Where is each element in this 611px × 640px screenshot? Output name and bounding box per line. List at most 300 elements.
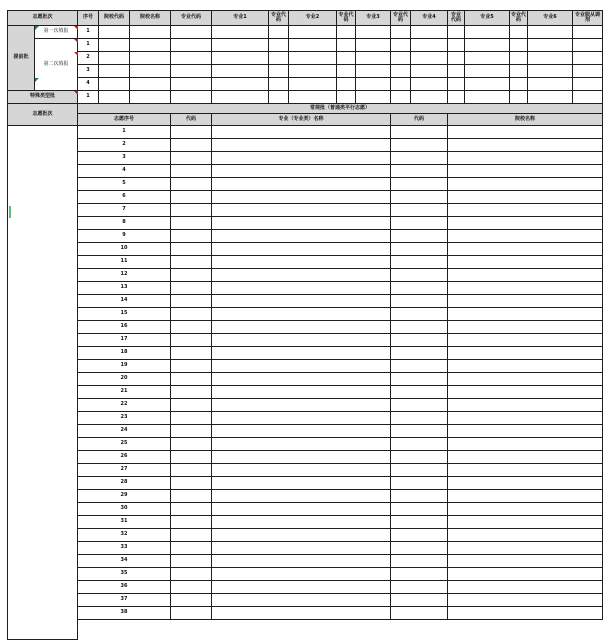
regular-row-major-code-input[interactable] (171, 230, 212, 243)
regular-row-school-name-input[interactable] (448, 399, 603, 412)
regular-row-school-code-input[interactable] (391, 464, 448, 477)
regular-row-school-name-input[interactable] (448, 360, 603, 373)
input-cell[interactable] (289, 78, 337, 91)
comment-indicator-icon (74, 26, 78, 30)
regular-row-seq: 38 (78, 607, 171, 620)
input-cell[interactable] (289, 39, 337, 52)
regular-row-major-name-input[interactable] (212, 217, 391, 230)
header-major-1: 专业1 (212, 10, 269, 26)
regular-row-school-code-input[interactable] (391, 152, 448, 165)
regular-row-school-name-input[interactable] (448, 425, 603, 438)
comment-indicator-icon (35, 78, 39, 82)
input-cell[interactable] (269, 39, 289, 52)
regular-row-school-code-input[interactable] (391, 529, 448, 542)
input-cell[interactable] (528, 52, 573, 65)
top-row-seq: 4 (78, 78, 99, 91)
row-selection-marker (9, 206, 11, 218)
regular-row-seq: 8 (78, 217, 171, 230)
regular-row-school-code-input[interactable] (391, 516, 448, 529)
regular-row-seq: 32 (78, 529, 171, 542)
input-cell[interactable] (99, 39, 130, 52)
regular-row-school-name-input[interactable] (448, 516, 603, 529)
regular-row-school-code-input[interactable] (391, 477, 448, 490)
special-batch-label: 特殊类型批 (7, 91, 78, 104)
input-cell[interactable] (269, 52, 289, 65)
regular-row-seq: 22 (78, 399, 171, 412)
regular-row-school-code-input[interactable] (391, 243, 448, 256)
regular-row-major-code-input[interactable] (171, 581, 212, 594)
input-cell[interactable] (289, 91, 337, 104)
input-cell[interactable] (269, 26, 289, 39)
regular-row-major-name-input[interactable] (212, 373, 391, 386)
regular-row-school-name-input[interactable] (448, 126, 603, 139)
input-cell[interactable] (573, 52, 603, 65)
regular-row-school-code-input[interactable] (391, 542, 448, 555)
regular-row-seq: 12 (78, 269, 171, 282)
col-major-name: 专业（专业类）名称 (212, 114, 391, 126)
header-school-code: 院校代码 (99, 10, 130, 26)
early-batch-label: 提前批 (7, 26, 35, 91)
header-major-3: 专业3 (356, 10, 391, 26)
input-cell[interactable] (391, 65, 411, 78)
regular-row-school-code-input[interactable] (391, 568, 448, 581)
regular-row-school-name-input[interactable] (448, 451, 603, 464)
regular-row-major-code-input[interactable] (171, 269, 212, 282)
header-obey-adjustment: 专业服从调剂 (573, 10, 603, 26)
regular-row-major-name-input[interactable] (212, 516, 391, 529)
comment-indicator-icon (74, 39, 78, 43)
input-cell[interactable] (130, 39, 171, 52)
regular-row-school-name-input[interactable] (448, 503, 603, 516)
regular-row-major-code-input[interactable] (171, 490, 212, 503)
regular-row-school-name-input[interactable] (448, 152, 603, 165)
input-cell[interactable] (465, 78, 510, 91)
input-cell[interactable] (411, 39, 448, 52)
regular-row-school-code-input[interactable] (391, 282, 448, 295)
regular-row-school-code-input[interactable] (391, 295, 448, 308)
regular-row-major-code-input[interactable] (171, 334, 212, 347)
regular-row-school-name-input[interactable] (448, 217, 603, 230)
regular-row-major-code-input[interactable] (171, 555, 212, 568)
regular-row-school-name-input[interactable] (448, 477, 603, 490)
header-major-code-3: 专业代码 (337, 10, 356, 26)
header-major-code-4: 专业代码 (391, 10, 411, 26)
input-cell[interactable] (465, 91, 510, 104)
input-cell[interactable] (171, 26, 212, 39)
regular-row-school-code-input[interactable] (391, 581, 448, 594)
early-first-fill-label: 第一次填报 (35, 26, 78, 39)
input-cell[interactable] (337, 26, 356, 39)
input-cell[interactable] (411, 65, 448, 78)
input-cell[interactable] (573, 65, 603, 78)
regular-row-major-name-input[interactable] (212, 334, 391, 347)
input-cell[interactable] (130, 65, 171, 78)
input-cell[interactable] (528, 65, 573, 78)
regular-row-school-name-input[interactable] (448, 594, 603, 607)
regular-row-major-code-input[interactable] (171, 256, 212, 269)
regular-row-seq: 23 (78, 412, 171, 425)
regular-row-major-name-input[interactable] (212, 204, 391, 217)
input-cell[interactable] (269, 65, 289, 78)
input-cell[interactable] (528, 26, 573, 39)
col-volunteer-seq: 志愿序号 (78, 114, 171, 126)
regular-row-school-code-input[interactable] (391, 386, 448, 399)
regular-row-major-code-input[interactable] (171, 477, 212, 490)
regular-row-school-code-input[interactable] (391, 451, 448, 464)
input-cell[interactable] (269, 78, 289, 91)
regular-row-major-code-input[interactable] (171, 516, 212, 529)
regular-row-school-name-input[interactable] (448, 256, 603, 269)
regular-row-seq: 30 (78, 503, 171, 516)
regular-row-seq: 24 (78, 425, 171, 438)
input-cell[interactable] (356, 39, 391, 52)
input-cell[interactable] (391, 91, 411, 104)
input-cell[interactable] (465, 65, 510, 78)
regular-row-school-name-input[interactable] (448, 269, 603, 282)
input-cell[interactable] (99, 78, 130, 91)
input-cell[interactable] (573, 78, 603, 91)
regular-row-major-name-input[interactable] (212, 568, 391, 581)
input-cell[interactable] (337, 91, 356, 104)
input-cell[interactable] (289, 52, 337, 65)
regular-row-major-name-input[interactable] (212, 425, 391, 438)
input-cell[interactable] (573, 39, 603, 52)
input-cell[interactable] (130, 26, 171, 39)
regular-row-major-code-input[interactable] (171, 152, 212, 165)
input-cell[interactable] (448, 78, 465, 91)
input-cell[interactable] (573, 91, 603, 104)
regular-row-school-name-input[interactable] (448, 191, 603, 204)
regular-row-school-code-input[interactable] (391, 373, 448, 386)
regular-row-major-name-input[interactable] (212, 438, 391, 451)
regular-row-school-name-input[interactable] (448, 555, 603, 568)
regular-row-school-name-input[interactable] (448, 139, 603, 152)
input-cell[interactable] (99, 52, 130, 65)
input-cell[interactable] (356, 91, 391, 104)
input-cell[interactable] (212, 91, 269, 104)
regular-row-school-name-input[interactable] (448, 282, 603, 295)
regular-row-school-name-input[interactable] (448, 438, 603, 451)
regular-row-school-code-input[interactable] (391, 165, 448, 178)
regular-row-major-code-input[interactable] (171, 568, 212, 581)
header-school-name: 院校名称 (130, 10, 171, 26)
regular-row-seq: 10 (78, 243, 171, 256)
regular-row-school-code-input[interactable] (391, 347, 448, 360)
regular-row-major-code-input[interactable] (171, 451, 212, 464)
input-cell[interactable] (212, 26, 269, 39)
regular-row-major-name-input[interactable] (212, 165, 391, 178)
input-cell[interactable] (465, 52, 510, 65)
regular-row-school-code-input[interactable] (391, 178, 448, 191)
regular-row-major-name-input[interactable] (212, 477, 391, 490)
regular-row-school-name-input[interactable] (448, 529, 603, 542)
regular-row-major-code-input[interactable] (171, 165, 212, 178)
regular-row-school-code-input[interactable] (391, 230, 448, 243)
input-cell[interactable] (411, 91, 448, 104)
input-cell[interactable] (337, 78, 356, 91)
regular-row-school-code-input[interactable] (391, 126, 448, 139)
regular-row-major-code-input[interactable] (171, 386, 212, 399)
regular-row-major-name-input[interactable] (212, 295, 391, 308)
input-cell[interactable] (171, 78, 212, 91)
regular-row-major-name-input[interactable] (212, 594, 391, 607)
top-row-seq: 1 (78, 91, 99, 104)
input-cell[interactable] (337, 52, 356, 65)
input-cell[interactable] (356, 65, 391, 78)
regular-row-school-code-input[interactable] (391, 269, 448, 282)
header-major-5: 专业5 (465, 10, 510, 26)
input-cell[interactable] (465, 39, 510, 52)
regular-row-major-name-input[interactable] (212, 308, 391, 321)
header-volunteer-order: 志愿批次 (7, 10, 78, 26)
regular-row-school-name-input[interactable] (448, 607, 603, 620)
input-cell[interactable] (528, 91, 573, 104)
input-cell[interactable] (573, 26, 603, 39)
regular-row-major-name-input[interactable] (212, 178, 391, 191)
regular-row-major-code-input[interactable] (171, 295, 212, 308)
regular-row-school-name-input[interactable] (448, 581, 603, 594)
regular-row-major-code-input[interactable] (171, 542, 212, 555)
input-cell[interactable] (510, 65, 528, 78)
input-cell[interactable] (391, 78, 411, 91)
regular-row-major-code-input[interactable] (171, 464, 212, 477)
input-cell[interactable] (269, 91, 289, 104)
regular-row-major-name-input[interactable] (212, 360, 391, 373)
regular-row-major-code-input[interactable] (171, 529, 212, 542)
regular-row-school-name-input[interactable] (448, 542, 603, 555)
input-cell[interactable] (510, 26, 528, 39)
regular-row-school-name-input[interactable] (448, 347, 603, 360)
regular-row-major-code-input[interactable] (171, 139, 212, 152)
input-cell[interactable] (448, 26, 465, 39)
regular-row-school-name-input[interactable] (448, 178, 603, 191)
regular-batch-side-blank (7, 126, 78, 640)
regular-row-major-name-input[interactable] (212, 555, 391, 568)
regular-row-major-code-input[interactable] (171, 217, 212, 230)
input-cell[interactable] (212, 65, 269, 78)
input-cell[interactable] (510, 39, 528, 52)
input-cell[interactable] (171, 39, 212, 52)
regular-row-major-name-input[interactable] (212, 581, 391, 594)
regular-row-school-code-input[interactable] (391, 360, 448, 373)
input-cell[interactable] (411, 26, 448, 39)
regular-row-major-name-input[interactable] (212, 152, 391, 165)
input-cell[interactable] (289, 26, 337, 39)
input-cell[interactable] (212, 78, 269, 91)
input-cell[interactable] (528, 78, 573, 91)
regular-row-school-name-input[interactable] (448, 412, 603, 425)
regular-row-school-name-input[interactable] (448, 490, 603, 503)
regular-row-major-code-input[interactable] (171, 607, 212, 620)
regular-row-school-code-input[interactable] (391, 191, 448, 204)
regular-row-seq: 29 (78, 490, 171, 503)
col-school-code: 代码 (391, 114, 448, 126)
regular-row-school-name-input[interactable] (448, 204, 603, 217)
input-cell[interactable] (510, 78, 528, 91)
top-row-seq: 2 (78, 52, 99, 65)
input-cell[interactable] (411, 52, 448, 65)
regular-row-major-name-input[interactable] (212, 243, 391, 256)
input-cell[interactable] (130, 91, 171, 104)
regular-row-school-name-input[interactable] (448, 165, 603, 178)
header-major-code-5: 专业代码 (448, 10, 465, 26)
regular-row-seq: 34 (78, 555, 171, 568)
regular-row-school-code-input[interactable] (391, 594, 448, 607)
comment-indicator-icon (74, 52, 78, 56)
regular-row-major-name-input[interactable] (212, 139, 391, 152)
input-cell[interactable] (171, 52, 212, 65)
regular-row-major-name-input[interactable] (212, 269, 391, 282)
regular-row-major-name-input[interactable] (212, 503, 391, 516)
input-cell[interactable] (356, 26, 391, 39)
regular-row-major-name-input[interactable] (212, 529, 391, 542)
input-cell[interactable] (356, 78, 391, 91)
regular-row-major-code-input[interactable] (171, 594, 212, 607)
regular-row-school-code-input[interactable] (391, 308, 448, 321)
regular-row-major-name-input[interactable] (212, 412, 391, 425)
regular-row-major-code-input[interactable] (171, 321, 212, 334)
regular-row-school-code-input[interactable] (391, 321, 448, 334)
regular-row-major-name-input[interactable] (212, 399, 391, 412)
input-cell[interactable] (528, 39, 573, 52)
regular-row-school-name-input[interactable] (448, 321, 603, 334)
regular-row-seq: 3 (78, 152, 171, 165)
regular-row-major-code-input[interactable] (171, 412, 212, 425)
input-cell[interactable] (465, 26, 510, 39)
regular-row-major-code-input[interactable] (171, 126, 212, 139)
regular-row-major-code-input[interactable] (171, 399, 212, 412)
regular-row-major-code-input[interactable] (171, 425, 212, 438)
input-cell[interactable] (337, 65, 356, 78)
input-cell[interactable] (212, 52, 269, 65)
early-second-fill-label: 第二次填报 (35, 39, 78, 91)
regular-row-major-code-input[interactable] (171, 438, 212, 451)
regular-row-school-name-input[interactable] (448, 334, 603, 347)
input-cell[interactable] (448, 91, 465, 104)
regular-row-major-code-input[interactable] (171, 308, 212, 321)
regular-row-school-name-input[interactable] (448, 243, 603, 256)
regular-row-school-code-input[interactable] (391, 438, 448, 451)
input-cell[interactable] (391, 52, 411, 65)
regular-row-major-name-input[interactable] (212, 230, 391, 243)
regular-row-major-name-input[interactable] (212, 191, 391, 204)
input-cell[interactable] (448, 52, 465, 65)
regular-row-major-code-input[interactable] (171, 204, 212, 217)
col-major-code: 代码 (171, 114, 212, 126)
regular-row-major-code-input[interactable] (171, 191, 212, 204)
regular-row-major-name-input[interactable] (212, 607, 391, 620)
input-cell[interactable] (99, 91, 130, 104)
regular-row-major-name-input[interactable] (212, 464, 391, 477)
input-cell[interactable] (510, 91, 528, 104)
input-cell[interactable] (212, 39, 269, 52)
regular-row-seq: 4 (78, 165, 171, 178)
regular-row-seq: 21 (78, 386, 171, 399)
input-cell[interactable] (448, 65, 465, 78)
header-major-code-2: 专业代码 (269, 10, 289, 26)
regular-row-major-name-input[interactable] (212, 126, 391, 139)
regular-row-school-code-input[interactable] (391, 555, 448, 568)
regular-row-school-code-input[interactable] (391, 503, 448, 516)
regular-row-school-name-input[interactable] (448, 295, 603, 308)
regular-row-seq: 18 (78, 347, 171, 360)
regular-row-major-name-input[interactable] (212, 321, 391, 334)
regular-row-major-name-input[interactable] (212, 282, 391, 295)
regular-row-school-code-input[interactable] (391, 256, 448, 269)
input-cell[interactable] (411, 78, 448, 91)
input-cell[interactable] (356, 52, 391, 65)
input-cell[interactable] (99, 26, 130, 39)
regular-row-school-code-input[interactable] (391, 607, 448, 620)
input-cell[interactable] (391, 39, 411, 52)
regular-row-school-code-input[interactable] (391, 334, 448, 347)
regular-row-seq: 7 (78, 204, 171, 217)
input-cell[interactable] (171, 91, 212, 104)
input-cell[interactable] (448, 39, 465, 52)
top-row-seq: 3 (78, 65, 99, 78)
input-cell[interactable] (510, 52, 528, 65)
regular-row-seq: 19 (78, 360, 171, 373)
regular-row-major-code-input[interactable] (171, 373, 212, 386)
regular-row-major-name-input[interactable] (212, 347, 391, 360)
regular-row-school-name-input[interactable] (448, 373, 603, 386)
regular-row-major-code-input[interactable] (171, 360, 212, 373)
input-cell[interactable] (171, 65, 212, 78)
regular-row-school-name-input[interactable] (448, 386, 603, 399)
regular-row-school-name-input[interactable] (448, 230, 603, 243)
regular-row-major-code-input[interactable] (171, 243, 212, 256)
regular-row-major-name-input[interactable] (212, 542, 391, 555)
regular-row-school-code-input[interactable] (391, 217, 448, 230)
input-cell[interactable] (130, 78, 171, 91)
input-cell[interactable] (130, 52, 171, 65)
regular-row-school-code-input[interactable] (391, 490, 448, 503)
regular-row-school-code-input[interactable] (391, 412, 448, 425)
regular-row-school-name-input[interactable] (448, 568, 603, 581)
input-cell[interactable] (99, 65, 130, 78)
regular-row-seq: 35 (78, 568, 171, 581)
regular-row-major-name-input[interactable] (212, 451, 391, 464)
regular-row-seq: 6 (78, 191, 171, 204)
input-cell[interactable] (337, 39, 356, 52)
regular-row-major-code-input[interactable] (171, 282, 212, 295)
regular-row-school-name-input[interactable] (448, 308, 603, 321)
regular-row-seq: 28 (78, 477, 171, 490)
regular-row-school-code-input[interactable] (391, 139, 448, 152)
regular-row-seq: 5 (78, 178, 171, 191)
input-cell[interactable] (391, 26, 411, 39)
regular-row-seq: 20 (78, 373, 171, 386)
regular-row-seq: 31 (78, 516, 171, 529)
regular-row-school-name-input[interactable] (448, 464, 603, 477)
regular-row-seq: 26 (78, 451, 171, 464)
regular-row-seq: 37 (78, 594, 171, 607)
regular-row-major-name-input[interactable] (212, 490, 391, 503)
regular-row-school-code-input[interactable] (391, 425, 448, 438)
regular-row-major-code-input[interactable] (171, 347, 212, 360)
regular-row-major-name-input[interactable] (212, 386, 391, 399)
regular-row-major-name-input[interactable] (212, 256, 391, 269)
regular-row-major-code-input[interactable] (171, 178, 212, 191)
regular-row-seq: 33 (78, 542, 171, 555)
regular-row-school-code-input[interactable] (391, 399, 448, 412)
input-cell[interactable] (289, 65, 337, 78)
regular-row-school-code-input[interactable] (391, 204, 448, 217)
regular-row-major-code-input[interactable] (171, 503, 212, 516)
regular-row-seq: 27 (78, 464, 171, 477)
regular-row-seq: 25 (78, 438, 171, 451)
top-row-seq: 1 (78, 39, 99, 52)
